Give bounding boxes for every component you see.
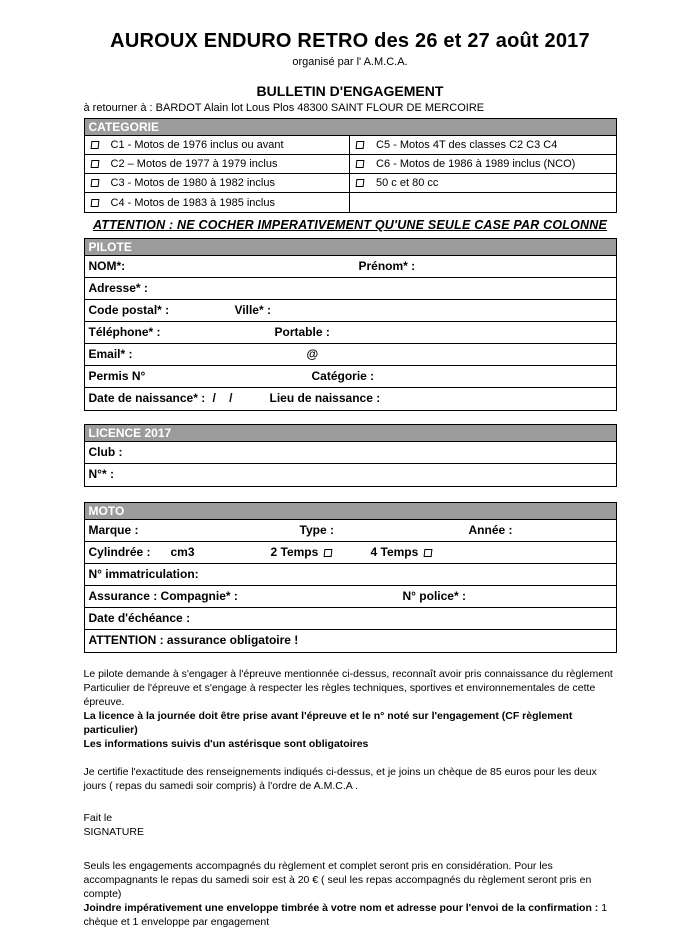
field-label-police: N° police* : xyxy=(402,589,466,603)
categorie-option-label: C2 – Motos de 1977 à 1979 inclus xyxy=(110,158,278,170)
field-label-adresse: Adresse* : xyxy=(88,281,148,295)
bulletin-title: BULLETIN D'ENGAGEMENT xyxy=(256,83,444,99)
field-label-cylindree: Cylindrée : xyxy=(88,545,151,559)
field-row-adresse[interactable] xyxy=(85,278,616,300)
checkbox-50-80[interactable] xyxy=(356,179,365,187)
field-row-echeance[interactable] xyxy=(85,608,616,630)
legal-bold-line xyxy=(84,738,369,750)
field-label-categorie: Catégorie : xyxy=(311,369,375,383)
categorie-option-c4 xyxy=(85,193,351,212)
field-label-prenom: Prénom* : xyxy=(358,259,416,273)
field-label-cm3: cm3 xyxy=(170,545,195,559)
field-label-portable: Portable : xyxy=(274,325,330,339)
categorie-option-label: C4 - Motos de 1983 à 1985 inclus xyxy=(110,196,275,209)
field-label-4-temps: 4 Temps xyxy=(370,545,419,559)
field-row-permis[interactable] xyxy=(85,366,616,388)
checkbox-c1[interactable] xyxy=(90,141,99,149)
option-4-temps xyxy=(371,542,433,563)
fait-le-label: Fait le xyxy=(83,812,113,824)
option-2-temps xyxy=(271,542,333,563)
categorie-option-c1 xyxy=(85,136,351,154)
document-content xyxy=(84,30,617,929)
field-label-echeance: Date d'échéance : xyxy=(88,611,191,625)
arobase-symbol: @ xyxy=(306,347,319,361)
legal-text: Je certifie l'exactitude des renseignements indiqués ci-dessus, et je joins un chèque de 85 euros pour les deux jours ( repas du samedi soir compris) à l'ordre de A.M.C.A . xyxy=(83,766,597,792)
table-row xyxy=(85,174,616,193)
categorie-option-c3 xyxy=(85,174,351,192)
field-row-marque[interactable] xyxy=(85,520,616,542)
table-row xyxy=(85,193,616,212)
field-label-telephone: Téléphone* : xyxy=(88,325,161,339)
field-label-licence-numero: N°* : xyxy=(88,467,114,481)
field-label-2-temps: 2 Temps xyxy=(270,545,319,559)
checkbox-c6[interactable] xyxy=(356,160,365,168)
table-row xyxy=(85,136,616,155)
legal-paragraph-certification xyxy=(84,765,617,793)
field-label-immatriculation: N° immatriculation: xyxy=(88,567,199,581)
field-row-naissance[interactable] xyxy=(85,388,616,410)
checkbox-c2[interactable] xyxy=(90,160,99,168)
field-row-assurance[interactable] xyxy=(85,586,616,608)
field-row-club[interactable] xyxy=(85,442,616,464)
field-label-lieu-naissance: Lieu de naissance : xyxy=(269,391,381,405)
field-row-code-postal[interactable] xyxy=(85,300,616,322)
table-row xyxy=(85,155,616,174)
legal-text: 1 chèque et 1 enveloppe par engagement xyxy=(83,902,608,928)
assurance-attention-row xyxy=(85,630,616,652)
checkbox-2-temps[interactable] xyxy=(324,549,333,557)
field-label-nom: NOM*: xyxy=(88,259,126,273)
moto-table xyxy=(84,520,617,653)
field-row-telephone[interactable] xyxy=(85,322,616,344)
categorie-option-label: C5 - Motos 4T des classes C2 C3 C4 xyxy=(376,139,558,151)
legal-text: Le pilote demande à s'engager à l'épreuve mentionnée ci-dessus, reconnaît avoir pris connaissance du règlement Particulier de l'épreuve et s'engage à respecter les règles techniques, sportives et environnementales de cette épreuve. xyxy=(83,668,613,708)
page-title: AUROUX ENDURO RETRO des 26 et 27 août 2017 xyxy=(110,30,590,52)
legal-text: Seuls les engagements accompagnés du règlement et complet seront pris en considération. Pour les accompagnants le repas du samedi soir est à 20 € ( seul les repas accompagnés du règlement seront pris en compte) xyxy=(83,860,592,900)
field-row-immatriculation[interactable] xyxy=(85,564,616,586)
legal-bold-text: Les informations suivis d'un astérisque sont obligatoires xyxy=(83,738,369,750)
checkbox-4-temps[interactable] xyxy=(424,549,433,557)
legal-paragraph-rules xyxy=(84,667,617,751)
field-row-licence-numero[interactable] xyxy=(85,464,616,486)
section-header-moto: MOTO xyxy=(84,502,617,520)
legal-bold-line xyxy=(84,710,573,736)
legal-paragraph-conditions xyxy=(84,859,617,929)
legal-bold-text: Joindre impérativement une enveloppe timbrée à votre nom et adresse pour l'envoi de la confirmation : xyxy=(83,902,599,914)
field-row-email[interactable] xyxy=(85,344,616,366)
categorie-option-label: 50 c et 80 cc xyxy=(376,177,439,189)
categorie-table xyxy=(84,136,617,213)
attention-note: ATTENTION : NE COCHER IMPERATIVEMENT QU'UNE SEULE CASE PAR COLONNE xyxy=(92,218,608,232)
checkbox-c5[interactable] xyxy=(356,141,365,149)
field-label-permis: Permis N° xyxy=(88,369,146,383)
field-label-type: Type : xyxy=(299,523,334,537)
categorie-option-label: C1 - Motos de 1976 inclus ou avant xyxy=(110,139,284,151)
section-header-pilote: PILOTE xyxy=(84,238,617,256)
categorie-option-c5 xyxy=(350,136,616,154)
field-label-naissance: Date de naissance* : xyxy=(88,391,206,405)
categorie-option-c2 xyxy=(85,155,351,173)
field-label-code-postal: Code postal* : xyxy=(88,303,170,317)
field-label-marque: Marque : xyxy=(88,523,139,537)
signature-block xyxy=(84,811,617,839)
categorie-option-c6 xyxy=(350,155,616,173)
legal-bold-text: La licence à la journée doit être prise avant l'épreuve et le n° noté sur l'engagement (CF règlement particulier) xyxy=(83,710,573,736)
categorie-empty-cell xyxy=(350,193,616,212)
categorie-option-50-80 xyxy=(350,174,616,192)
field-label-ville: Ville* : xyxy=(234,303,271,317)
page-subtitle: organisé par l' A.M.C.A. xyxy=(292,56,408,68)
section-header-categorie: CATEGORIE xyxy=(84,118,617,136)
categorie-option-label: C3 - Motos de 1980 à 1982 inclus xyxy=(110,177,275,189)
licence-table xyxy=(84,442,617,487)
return-address-line: à retourner à : BARDOT Alain lot Lous Plos 48300 SAINT FLOUR DE MERCOIRE xyxy=(83,102,485,114)
field-label-club: Club : xyxy=(88,445,123,459)
signature-label: SIGNATURE xyxy=(83,826,144,838)
pilote-table xyxy=(84,256,617,411)
checkbox-c4[interactable] xyxy=(90,199,99,207)
field-row-cylindree[interactable] xyxy=(85,542,616,564)
legal-bold-line xyxy=(84,902,599,914)
section-header-licence: LICENCE 2017 xyxy=(84,424,617,442)
field-label-annee: Année : xyxy=(468,523,513,537)
checkbox-c3[interactable] xyxy=(90,179,99,187)
date-slashes: / / xyxy=(212,391,233,405)
assurance-attention-label: ATTENTION : assurance obligatoire ! xyxy=(88,633,299,647)
field-label-email: Email* : xyxy=(88,347,133,361)
field-row-nom[interactable] xyxy=(85,256,616,278)
categorie-option-label: C6 - Motos de 1986 à 1989 inclus (NCO) xyxy=(376,158,576,170)
field-label-assurance: Assurance : Compagnie* : xyxy=(88,589,238,603)
